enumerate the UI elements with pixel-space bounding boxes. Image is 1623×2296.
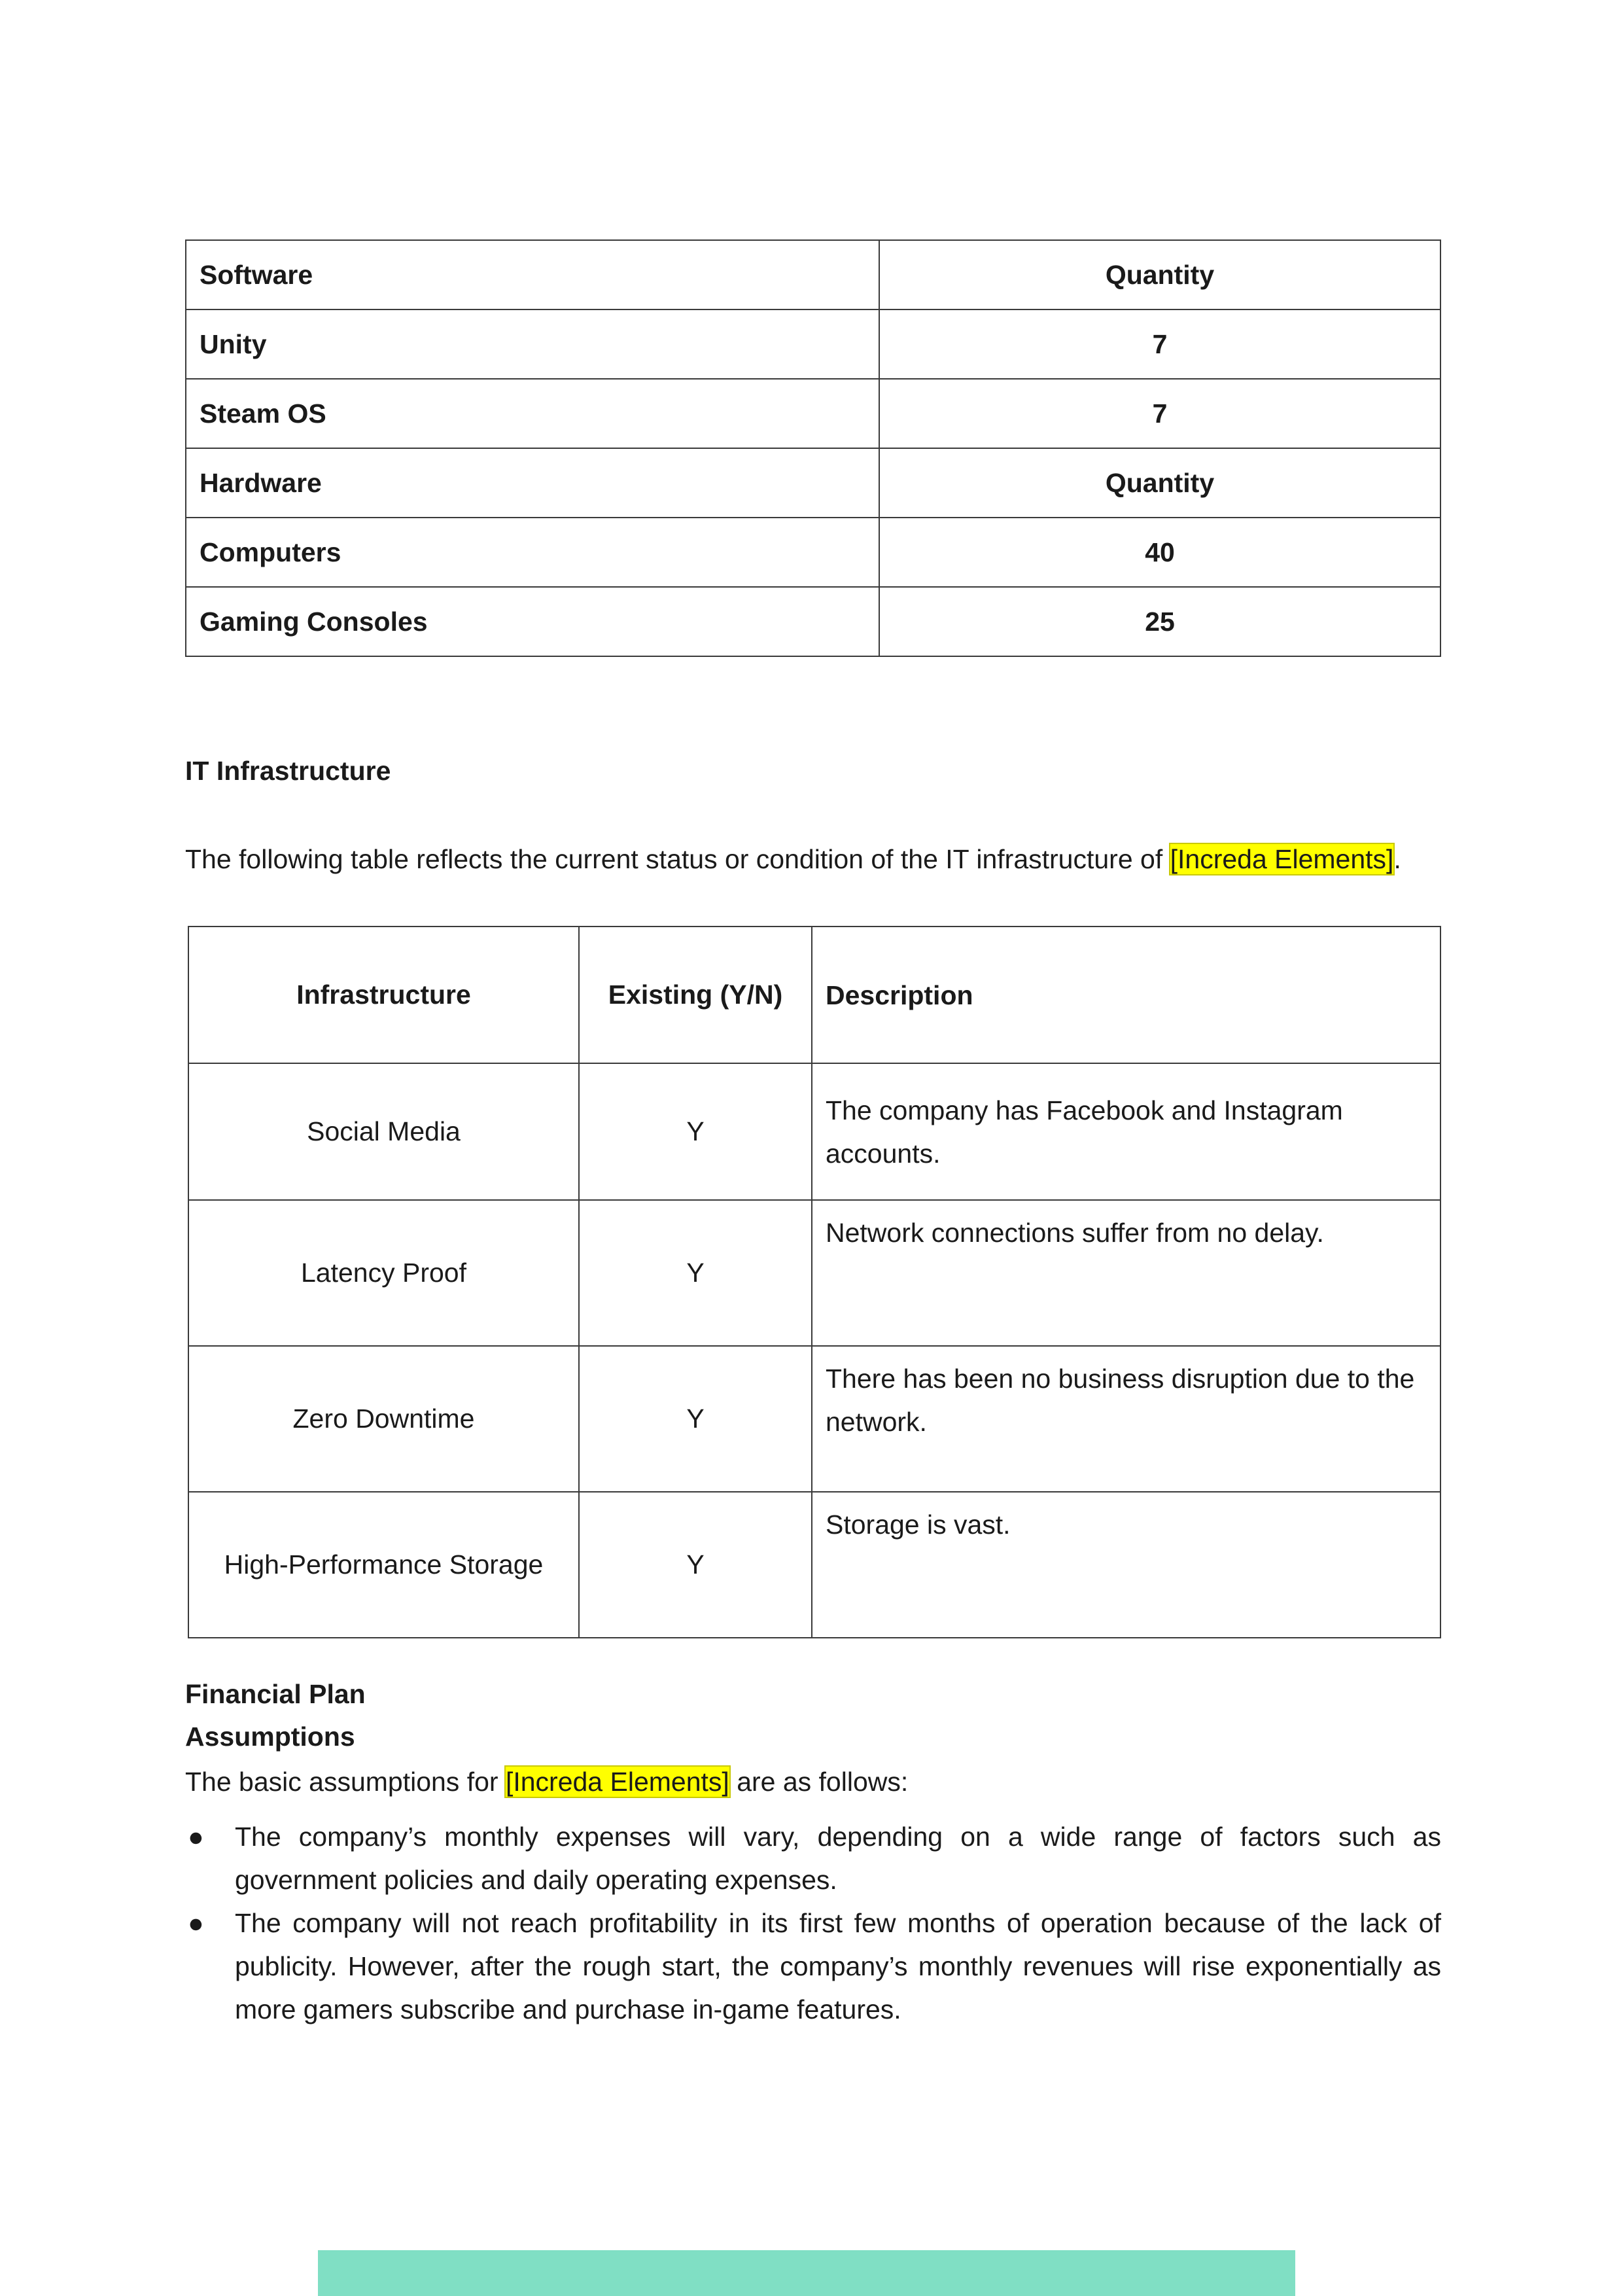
cell-infrastructure: Zero Downtime <box>188 1346 579 1492</box>
table-cell-quantity: 40 <box>879 518 1440 587</box>
list-item-text: The company’s monthly expenses will vary, depending on a wide range of factors such as government policies and daily operating expenses. <box>235 1822 1441 1895</box>
it-intro-period: . <box>1393 844 1401 874</box>
assumptions-intro-text-end: are as follows: <box>729 1767 909 1797</box>
table-cell-quantity: 25 <box>879 587 1440 656</box>
table-cell-quantity: Quantity <box>879 448 1440 518</box>
it-infrastructure-table <box>188 926 1441 1638</box>
table-cell-quantity: 7 <box>879 379 1440 448</box>
table-row <box>188 1492 1440 1638</box>
table-header-row <box>188 927 1440 1063</box>
table-row <box>188 1346 1440 1492</box>
footer-decorative-bar <box>318 2250 1295 2296</box>
table-row <box>188 1200 1440 1346</box>
table-row <box>186 587 1440 656</box>
table-cell-name: Software <box>186 240 879 309</box>
table-cell-name: Unity <box>186 309 879 379</box>
subheading-assumptions: Assumptions <box>185 1722 355 1752</box>
header-infrastructure: Infrastructure <box>188 927 579 1063</box>
section-heading-financial-plan: Financial Plan <box>185 1679 366 1709</box>
table-cell-quantity: Quantity <box>879 240 1440 309</box>
table-row <box>186 379 1440 448</box>
company-name-highlight: [Increda Elements] <box>505 1767 729 1797</box>
assumptions-intro <box>185 1760 1441 1803</box>
cell-infrastructure: Social Media <box>188 1063 579 1200</box>
table-cell-name: Hardware <box>186 448 879 518</box>
bullet-icon: ● <box>188 1822 204 1852</box>
it-intro-text: The following table reflects the current status or condition of the IT infrastructure of <box>185 844 1170 874</box>
assumptions-list <box>185 1815 1441 2031</box>
cell-infrastructure: Latency Proof <box>188 1200 579 1346</box>
list-item-text: The company will not reach profitability in its first few months of operation because of the lack of publicity. However, after the rough start, the company’s monthly revenues will rise exponentially as more gamers subscribe and purchase in-game features. <box>235 1908 1441 2024</box>
section-heading-it-infrastructure: IT Infrastructure <box>185 756 391 786</box>
software-hardware-table <box>185 239 1441 657</box>
cell-description: Storage is vast. <box>812 1492 1440 1638</box>
table-row <box>186 448 1440 518</box>
bullet-icon: ● <box>188 1908 204 1938</box>
header-existing: Existing (Y/N) <box>579 927 812 1063</box>
cell-description: The company has Facebook and Instagram accounts. <box>812 1063 1440 1200</box>
it-intro-paragraph <box>185 838 1441 881</box>
cell-description: There has been no business disruption due to the network. <box>812 1346 1440 1492</box>
assumptions-intro-text: The basic assumptions for <box>185 1767 506 1797</box>
cell-infrastructure: High-Performance Storage <box>188 1492 579 1638</box>
cell-existing: Y <box>579 1200 812 1346</box>
table-cell-name: Steam OS <box>186 379 879 448</box>
table-row <box>186 240 1440 309</box>
table-cell-name: Gaming Consoles <box>186 587 879 656</box>
list-item <box>185 1815 1441 1901</box>
list-item <box>185 1901 1441 2031</box>
table-row <box>186 518 1440 587</box>
cell-existing: Y <box>579 1492 812 1638</box>
header-description: Description <box>812 927 1440 1063</box>
table-cell-quantity: 7 <box>879 309 1440 379</box>
table-row <box>188 1063 1440 1200</box>
company-name-highlight: [Increda Elements] <box>1170 844 1394 874</box>
table-row <box>186 309 1440 379</box>
cell-existing: Y <box>579 1346 812 1492</box>
cell-existing: Y <box>579 1063 812 1200</box>
cell-description: Network connections suffer from no delay. <box>812 1200 1440 1346</box>
table-cell-name: Computers <box>186 518 879 587</box>
